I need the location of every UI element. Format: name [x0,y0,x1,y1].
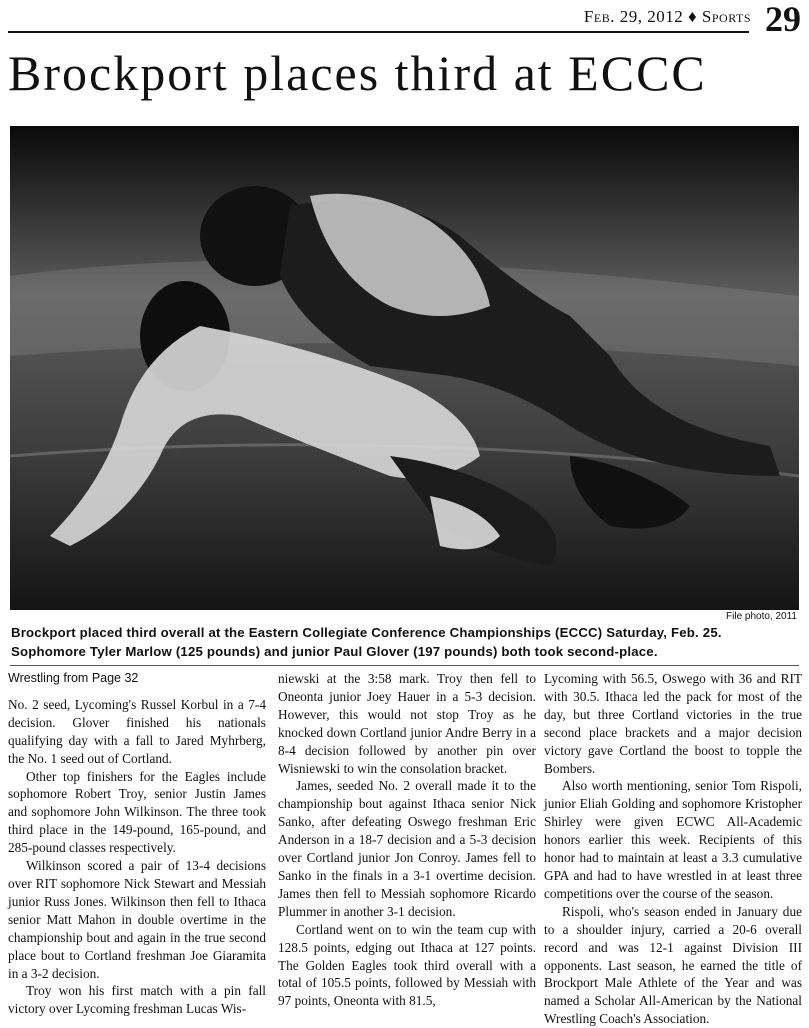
paragraph: Lycoming with 56.5, Oswego with 36 and RIT with 30.5. Ithaca led the pack for most of the day, but three Cortland victories in the true second place brackets and a major decision victory gave Cortland the boost to topple the Bombers. [544,671,802,776]
paragraph: Troy won his first match with a pin fall victory over Lycoming freshman Lucas Wis- [8,983,266,1017]
paragraph: No. 2 seed, Lycoming's Russel Korbul in a 7-4 decision. Glover finished his nationals qualifying day with a fall to Jared Myhrberg, the No. 1 seed out of Cortland. [8,696,266,766]
issue-date: Feb. 29, 2012 [583,7,684,26]
paragraph: James, seeded No. 2 overall made it to the championship bout against Ithaca senior Nick Sanko, after defeating Oswego freshman Eric Anderson in a 18-7 decision and a 5-3 decision over Cortland junior Jon Conroy. James fell to Sanko in the finals in a 3-1 overtime decision. James then fell to Messiah sophomore Ricardo Plummer in another 3-1 decision. [278,778,536,919]
paragraph: niewski at the 3:58 mark. Troy then fell to Oneonta junior Joey Hauer in a 5-3 decision. However, this would not stop Troy as he knocked down Cortland junior Andre Berry in a 8-4 decision followed by another pin over Wisniewski to win the consolation bracket. [278,671,536,776]
caption-line-1: Brockport placed third overall at the Eastern Collegiate Conference Championships (ECCC) Saturday, Feb. 25. [11,625,722,640]
article-column-1 [8,670,266,1018]
header-dateline [584,7,751,27]
paragraph: Other top finishers for the Eagles include sophomore Robert Troy, senior Justin James and sophomore John Wilkinson. The three took third place in the 149-pound, 165-pound, and 285-pound classes respectively. [8,768,266,856]
article-body [8,670,802,1027]
paragraph: Cortland went on to win the team cup with 128.5 points, edging out Ithaca at 127 points. The Golden Eagles took third overall with a total of 105.5 points, followed by Messiah with 97 points, Oneonta with 81.5, [278,921,536,1009]
wrestling-photo-image [10,126,799,610]
paragraph: Rispoli, who's season ended in January due to a shoulder injury, carried a 20-6 overall record and was 12-1 against Division III opponents. Last season, he earned the title of Brockport Male Athlete of the Year and was named a Scholar All-American by the National Wrestling Coach's Association. [544,903,802,1027]
photo-credit: File photo, 2011 [726,611,797,622]
caption-divider [10,665,799,666]
page-number: 29 [765,0,801,39]
article-column-2 [278,670,536,1010]
photo-caption [11,623,799,661]
article-headline: Brockport places third at ECCC [8,45,707,101]
jump-line: Wrestling from Page 32 [8,671,139,685]
caption-line-2: Sophomore Tyler Marlow (125 pounds) and junior Paul Glover (197 pounds) both took second-place. [11,644,658,659]
paragraph: Wilkinson scored a pair of 13-4 decisions over RIT sophomore Nick Stewart and Messiah junior Russ Jones. Wilkinson then fell to Ithaca senior Matt Mahon in double overtime in the championship bout and again in the true second place bout to Cortland freshman Joe Giaramita in a 3-2 decision. [8,858,266,981]
article-column-3 [544,670,802,1028]
section-name: Sports [701,7,751,26]
separator-diamond: ♦ [687,7,698,26]
wrestling-photo [10,126,799,610]
page-header [8,0,801,40]
paragraph: Also worth mentioning, senior Tom Rispoli, junior Eliah Golding and sophomore Kristopher Shirley were given ECWC All-Academic honors earlier this week. Recipients of this honor had to maintain at least a 3.3 cumulative GPA and had to have wrestled in at least three competitions over the course of the season. [544,778,802,901]
header-rule [8,31,749,33]
